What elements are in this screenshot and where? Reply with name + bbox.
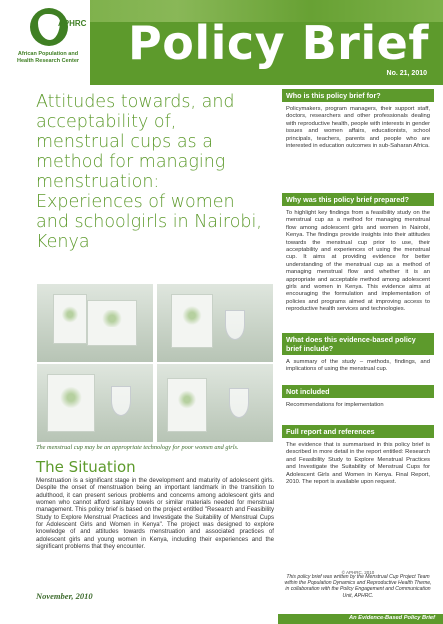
logo-text: APHRC [58,19,87,28]
photo-3 [37,364,153,442]
photo-1 [37,284,153,362]
photo-caption: The menstrual cup may be an appropriate technology for poor women and girls. [36,444,239,451]
sidebar [278,85,443,624]
brief-title: Policy Brief [128,16,429,70]
sidebar-section-includes [282,333,434,374]
africa-map-icon [38,14,60,40]
footer-bar [278,614,443,624]
sidebar-title: Not included [282,385,434,398]
main-title: Attitudes towards, and acceptability of, menstrual cups as a method for managing menstruation: Experiences of women and schoolgirls in Nairobi, Kenya [36,92,262,252]
publication-date: November, 2010 [36,591,93,601]
photo-grid [35,280,275,442]
logo-box [0,0,90,85]
sidebar-text: Policymakers, program managers, their support staff, doctors, researchers and other professionals dealing with reproductive health, people with interests in gender issues and women affairs, educationists, school principals, teachers, parents and people who are interested in education outcomes in sub-Saharan Africa. [286,106,430,150]
header [0,0,443,85]
sidebar-title: Who is this policy brief for? [282,89,434,102]
sidebar-text: Recommendations for implementation [286,402,384,408]
sidebar-text: To highlight key findings from a feasibility study on the menstrual cup as a method for managing menstrual flow among adolescent girls and women in Nairobi, Kenya. The findings provide insights into their attitudes towards the menstrual cup prior to use, their acceptability and experiences of using the menstrual cup. It aims at providing evidence for better understanding of the menstrual cup as a method of managing menstrual flow and whether it is an appropriate and acceptable method among adolescent girls and women in Kenya. This evidence aims at encouraging the formulation and implementation of policies and programs aimed at improving access to reproductive health services and technologies. [286,210,430,313]
situation-text: Menstruation is a significant stage in the development and maturity of adolescent girls. Despite the onset of menstruation being an important landmark in the transition to adulthood, it can present serious problems and concerns among adolescent girls and women who cannot afford sanitary towels or similar materials needed for menstrual management. This policy brief is based on the project entitled "Research and Feasibility Study to Explore Menstrual Practices and Investigate the Suitability of Menstrual Cups for Adolescent Girls and Women in Kenya". The project was designed to explore knowledge of and attitudes towards menstruation and associated practices of adolescent girls and young women in Kenya, including their experiences and the significant problems that they encounter. [36,477,274,551]
sidebar-title: Full report and references [282,425,434,438]
photo-4 [157,364,273,442]
sidebar-text: The evidence that is summarised in this policy brief is described in more detail in the report entitled: Research and Feasibility Study to Explore Menstrual Practices and Investigate the Suitability of Menstrual Cups for Adolescent Girls and Women in Kenya. Final Report, 2010. The report is available upon request. [286,442,430,486]
footer-bar-text: An Evidence-Based Policy Brief [349,615,435,621]
photo-2 [157,284,273,362]
brief-number: No. 21, 2010 [386,70,427,77]
sidebar-title: Why was this policy brief prepared? [282,193,434,206]
sidebar-section-not-included [282,385,434,409]
org-name [8,51,88,64]
copyright: © APHRC, 2010 [341,570,375,575]
sidebar-section-audience [282,89,434,150]
org-name-line2: Health Research Center [16,57,80,64]
sidebar-title: What does this evidence-based policy brief include? [282,333,434,355]
sidebar-text: A summary of the study – methods, findings, and implications of using the menstrual cup. [286,359,430,373]
sidebar-section-purpose [282,193,434,314]
footer-note: This policy brief was written by the Menstrual Cup Project Team within the Population Dynamics and Reproductive Health Theme, in collaboration with the Policy Engagement and Communication Unit, APHRC. [284,574,432,599]
sidebar-section-full-report [282,425,434,486]
section-title-situation: The Situation [36,458,136,476]
org-name-line1: African Population and [17,51,79,57]
